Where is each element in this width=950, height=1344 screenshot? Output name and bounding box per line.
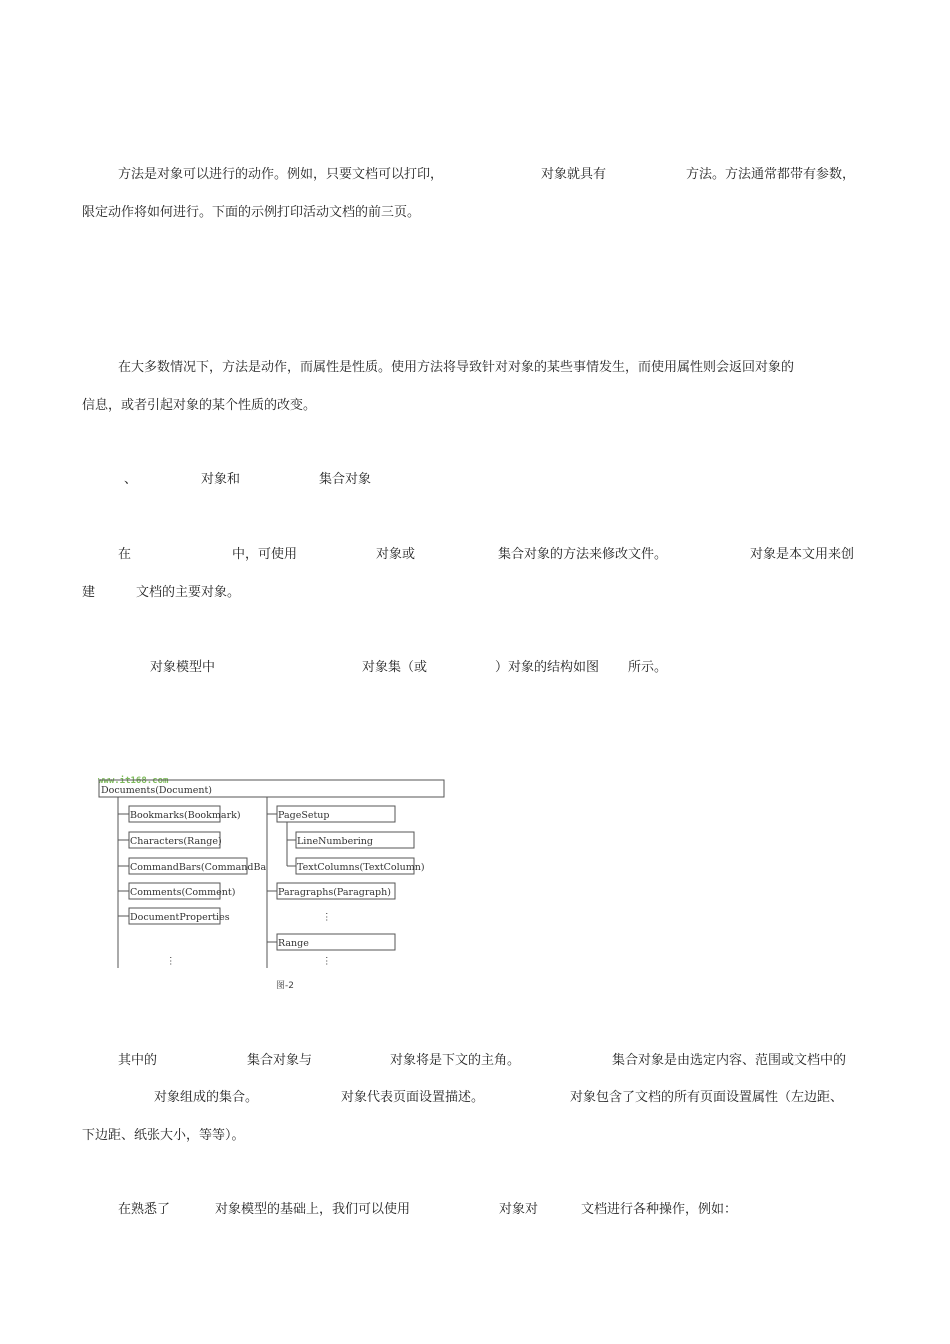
para6-text-c: 对象对 (499, 1202, 539, 1217)
left-item-1: Bookmarks(Bookmark) (130, 810, 241, 821)
para6-text-a: 在熟悉了 (118, 1202, 171, 1217)
right-ellipsis-2: ⋮ (322, 956, 332, 967)
para1-text-a: 方法是对象可以进行的动作。例如，只要文档可以打印， (118, 167, 444, 182)
para2-text-b: 信息，或者引起对象的某个性质的改变。 (82, 398, 317, 413)
root-label: Documents(Document) (101, 785, 212, 796)
para6-text-b: 对象模型的基础上，我们可以使用 (215, 1202, 411, 1217)
para3-text-g: 文档的主要对象。 (136, 585, 241, 600)
object-model-diagram (96, 772, 456, 997)
figure-watermark: www.it168.com (98, 776, 169, 786)
para5-text-a: 其中的 (118, 1053, 158, 1068)
right-item-paragraphs: Paragraphs(Paragraph) (278, 887, 391, 898)
left-item-3: CommandBars(CommandBa (130, 862, 267, 873)
sub-item-linenumbering: LineNumbering (297, 836, 374, 847)
para5-text-f: 对象代表页面设置描述。 (341, 1090, 485, 1105)
para4-text-c: ）对象的结构如图 (495, 660, 600, 675)
para5-text-h: 下边距、纸张大小，等等）。 (82, 1128, 245, 1143)
left-item-4: Comments(Comment) (130, 887, 236, 898)
para3-text-c: 对象或 (376, 547, 416, 562)
right-ellipsis-1: ⋮ (322, 912, 332, 923)
para3-text-d: 集合对象的方法来修改文件。 (498, 547, 668, 562)
para1-text-d: 限定动作将如何进行。下面的示例打印活动文档的前三页。 (82, 205, 421, 220)
para5-text-c: 对象将是下文的主角。 (390, 1053, 521, 1068)
para1-text-c: 方法。方法通常都带有参数， (686, 167, 856, 182)
para3-text-f: 建 (82, 585, 96, 600)
left-item-2: Characters(Range) (130, 836, 222, 847)
right-item-range: Range (278, 938, 309, 949)
para4-text-d: 所示。 (628, 660, 668, 675)
para3-text-b: 中，可使用 (232, 547, 298, 562)
figure-caption: 图-2 (276, 981, 294, 991)
object-model-figure (96, 772, 456, 997)
left-ellipsis: ⋮ (166, 956, 176, 967)
para5-text-b: 集合对象与 (247, 1053, 313, 1068)
para2-text-a: 在大多数情况下，方法是动作，而属性是性质。使用方法将导致针对对象的某些事情发生，而使用属性则会返回对象的 (118, 360, 795, 375)
heading-sep: 、 (124, 472, 138, 487)
para3-text-e: 对象是本文用来创 (750, 547, 855, 562)
right-item-pagesetup: PageSetup (278, 810, 330, 821)
heading-text-c: 集合对象 (319, 472, 372, 487)
left-item-5: DocumentProperties (130, 912, 230, 923)
para4-text-b: 对象集（或 (362, 660, 428, 675)
para4-text-a: 对象模型中 (150, 660, 216, 675)
para5-text-g: 对象包含了文档的所有页面设置属性（左边距、 (570, 1090, 844, 1105)
para3-text-a: 在 (118, 547, 132, 562)
para5-text-e: 对象组成的集合。 (154, 1090, 259, 1105)
heading-text-b: 对象和 (201, 472, 241, 487)
para1-text-b: 对象就具有 (541, 167, 607, 182)
para6-text-d: 文档进行各种操作，例如： (581, 1202, 738, 1217)
sub-item-textcolumns: TextColumns(TextColumn) (297, 862, 425, 873)
para5-text-d: 集合对象是由选定内容、范围或文档中的 (612, 1053, 847, 1068)
